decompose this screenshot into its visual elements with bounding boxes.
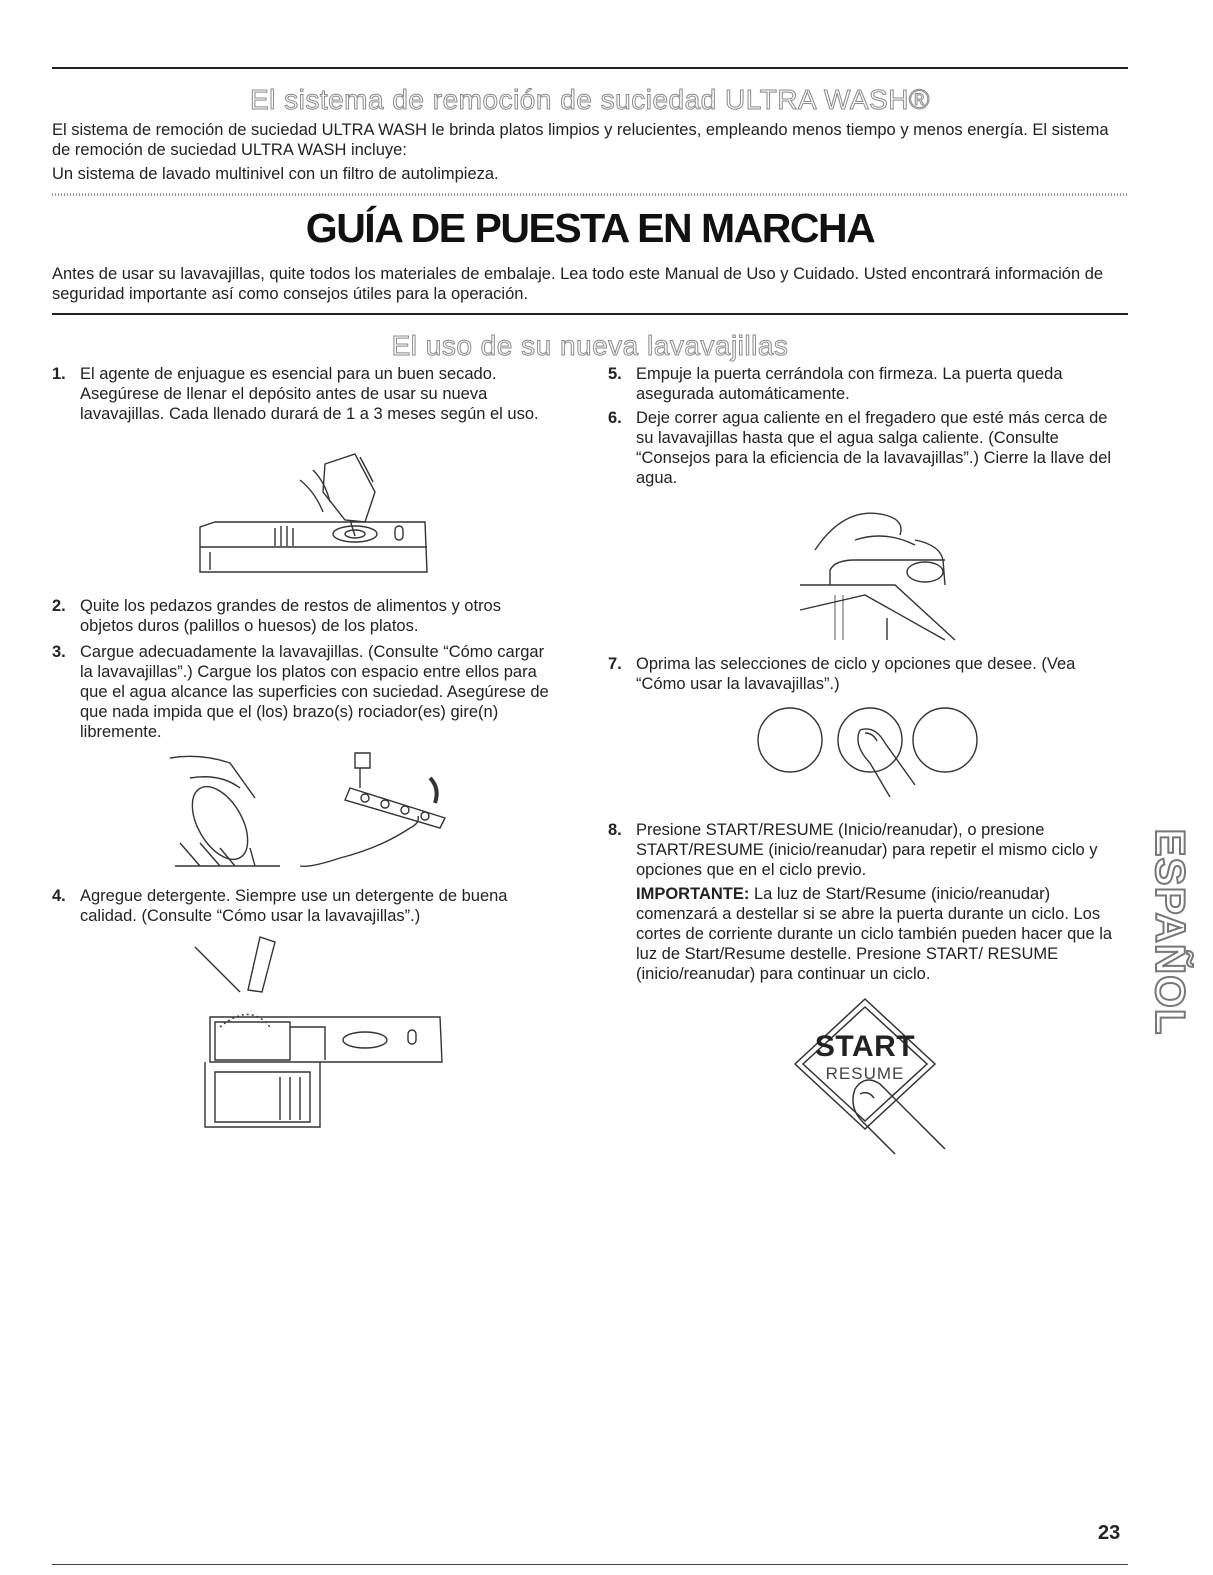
step-5 xyxy=(608,364,1126,404)
loading-dishes-illustration xyxy=(160,748,460,873)
bottom-rule xyxy=(52,1564,1128,1565)
step-1 xyxy=(52,364,550,424)
step-8 xyxy=(608,820,1126,880)
step-text: Presione START/RESUME (Inicio/reanudar), o presione START/RESUME (inicio/reanudar) para repetir el mismo ciclo y opciones que en el ciclo previo. xyxy=(636,821,1098,879)
start-label: START xyxy=(814,1030,916,1063)
language-side-tab xyxy=(1147,812,1194,1052)
ultra-wash-feature: Un sistema de lavado multinivel con un filtro de autolimpieza. xyxy=(52,165,499,183)
faucet-illustration xyxy=(795,500,965,645)
step-number: 8. xyxy=(608,821,622,839)
step-number: 4. xyxy=(52,887,66,905)
guide-intro: Antes de usar su lavavajillas, quite todos los materiales de embalaje. Lea todo este Manual de Uso y Cuidado. Usted encontrará información de seguridad importante así como consejos útiles para la operación. xyxy=(52,265,1104,303)
rinse-aid-dispenser-illustration xyxy=(195,452,435,582)
step-6 xyxy=(608,408,1126,488)
step-text: Deje correr agua caliente en el fregadero que esté más cerca de su lavavajillas hasta que el agua salga caliente. (Consulte “Consejos para la eficiencia de la lavavajillas”.) Cierre la llave del agua. xyxy=(636,409,1112,487)
step-7 xyxy=(608,654,1126,694)
ultra-wash-description: El sistema de remoción de suciedad ULTRA WASH le brinda platos limpios y relucientes, empleando menos tiempo y menos energía. El sistema de remoción de suciedad ULTRA WASH incluye: xyxy=(52,121,1109,159)
step-number: 5. xyxy=(608,365,622,383)
step-4 xyxy=(52,886,560,926)
step-number: 7. xyxy=(608,655,622,673)
important-label: IMPORTANTE: xyxy=(636,885,750,903)
step-text: El agente de enjuague es esencial para un buen secado. Asegúrese de llenar el depósito antes de usar su nueva lavavajillas. Cada llenado durará de 1 a 3 meses según el uso. xyxy=(80,365,539,423)
important-note xyxy=(636,884,1116,984)
step-text: Empuje la puerta cerrándola con firmeza. La puerta queda asegurada automáticamente. xyxy=(636,365,1063,403)
section-heading-usage: El uso de su nueva lavavajillas xyxy=(391,330,789,361)
step-number: 3. xyxy=(52,643,66,661)
top-rule xyxy=(52,67,1128,69)
step-text: Oprima las selecciones de ciclo y opciones que desee. (Vea “Cómo usar la lavavajillas”.) xyxy=(636,655,1076,693)
dotted-divider xyxy=(52,193,1128,196)
start-resume-illustration xyxy=(770,994,960,1159)
page-title: GUÍA DE PUESTA EN MARCHA xyxy=(305,205,875,251)
step-number: 1. xyxy=(52,365,66,383)
detergent-dispenser-illustration xyxy=(190,932,450,1132)
step-text: Quite los pedazos grandes de restos de alimentos y otros objetos duros (palillos o huesos) de los platos. xyxy=(80,597,501,635)
ultra-wash-heading: El sistema de remoción de suciedad ULTRA WASH® xyxy=(249,84,931,115)
step-number: 6. xyxy=(608,409,622,427)
cycle-buttons-illustration xyxy=(755,705,985,805)
step-text: Agregue detergente. Siempre use un detergente de buena calidad. (Consulte “Cómo usar la lavavajillas”.) xyxy=(80,887,508,925)
important-text: La luz de Start/Resume (inicio/reanudar) comenzará a destellar si se abre la puerta durante un ciclo. Los cortes de corriente durante un ciclo también pueden hacer que la luz de Start/Resume destelle. Presione START/ RESUME (inicio/reanudar) para continuar un ciclo. xyxy=(636,885,1113,983)
section-rule xyxy=(52,313,1128,315)
step-2 xyxy=(52,596,550,636)
language-label: ESPAÑOL xyxy=(1147,828,1194,1036)
step-3 xyxy=(52,642,560,742)
step-number: 2. xyxy=(52,597,66,615)
resume-label: RESUME xyxy=(825,1064,905,1083)
page-number: 23 xyxy=(1098,1522,1121,1544)
step-text: Cargue adecuadamente la lavavajillas. (Consulte “Cómo cargar la lavavajillas”.) Cargue los platos con espacio entre ellos para que el agua alcance las superficies con suciedad. Asegúrese de que nada impida que el (los) brazo(s) rociador(es) gire(n) libremente. xyxy=(80,643,549,741)
